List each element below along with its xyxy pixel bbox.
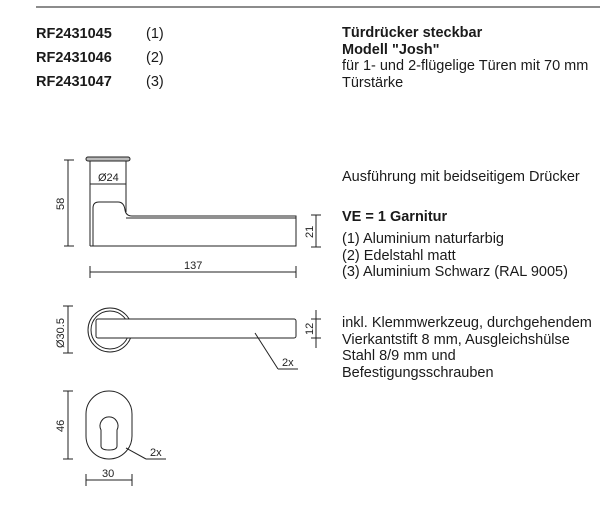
escutcheon-width-label: 30	[102, 468, 115, 480]
length-label: 137	[184, 260, 203, 272]
article-code: RF2431047	[36, 74, 112, 90]
grip-width-label: 12	[304, 322, 316, 335]
escutcheon-drawing	[63, 391, 166, 486]
escutcheon-quantity-label: 2x	[150, 447, 162, 459]
product-model: Modell "Josh"	[342, 41, 440, 58]
variant-item: (2) Edelstahl matt	[342, 247, 456, 264]
variant-item: (3) Aluminium Schwarz (RAL 9005)	[342, 264, 568, 280]
quantity-label: 2x	[282, 357, 294, 369]
article-index: (2)	[146, 50, 164, 66]
article-index: (3)	[146, 74, 164, 90]
packaging-unit: VE = 1 Garnitur	[342, 209, 448, 225]
article-code: RF2431045	[36, 26, 112, 42]
product-title: Türdrücker steckbar	[342, 25, 483, 41]
grip-height-label: 21	[304, 225, 316, 238]
variant-item: (1) Aluminium naturfarbig	[342, 231, 504, 247]
product-subtitle: für 1- und 2-flügelige Türen mit 70 mm Türstärke	[342, 58, 589, 91]
top-rose-diameter-label: Ø30.5	[55, 318, 67, 348]
height-label: 58	[55, 197, 67, 210]
escutcheon-height-label: 46	[55, 419, 67, 432]
included-items: inkl. Klemmwerkzeug, durchgehendem Vierkantstift 8 mm, Ausgleichshülse Stahl 8/9 mm und Befestigungsschrauben	[342, 315, 592, 381]
article-index: (1)	[146, 26, 164, 42]
execution-text: Ausführung mit beidseitigem Drücker	[342, 169, 580, 185]
article-code: RF2431046	[36, 50, 112, 66]
rose-diameter-label: Ø24	[98, 172, 119, 184]
